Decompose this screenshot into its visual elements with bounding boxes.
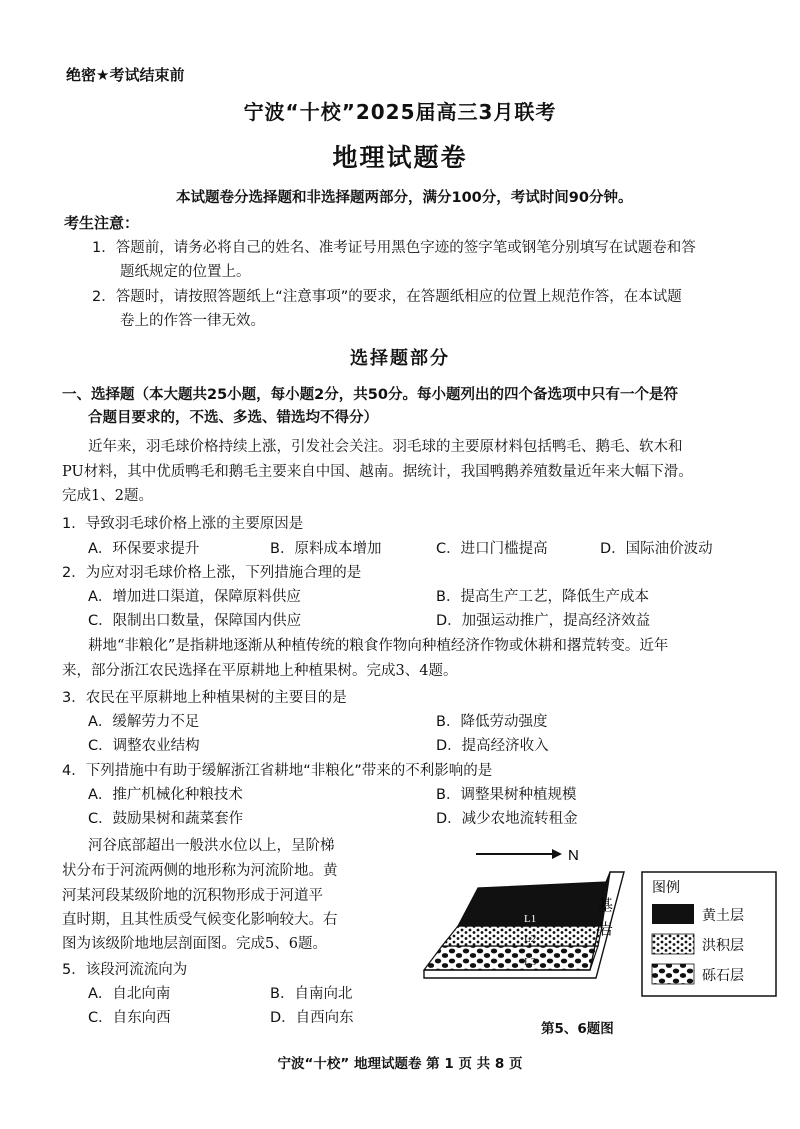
north-label: N xyxy=(568,847,579,864)
q1-stem: 1．导致羽毛球价格上涨的主要原因是 xyxy=(62,516,304,532)
notice-item-1-line1: 1．答题前，请务必将自己的姓名、准考证号用黑色字迹的签字笔或钢笔分别填写在试题卷和答 xyxy=(92,240,696,256)
q1-option-c: C．进口门槛提高 xyxy=(436,541,548,557)
q1-option-b: B．原料成本增加 xyxy=(270,541,382,557)
section-instructions-line1: 一、选择题（本大题共25小题，每小题2分，共50分。每小题列出的四个备选项中只有一个是符 xyxy=(62,387,678,403)
notice-item-2-line1: 2．答题时，请按照答题纸上“注意事项”的要求，在答题纸相应的位置上规范作答，在本试题 xyxy=(92,289,682,305)
q3-option-d: D．提高经济收入 xyxy=(436,738,549,754)
legend-label-loess: 黄土层 xyxy=(702,908,744,924)
legend-label-flood: 洪积层 xyxy=(702,938,744,954)
q4-option-c: C．鼓励果树和蔬菜套作 xyxy=(88,811,244,827)
passage3-line1: 河谷底部超出一般洪水位以上，呈阶梯 xyxy=(88,838,335,854)
passage1-line1: 近年来，羽毛球价格持续上涨，引发社会关注。羽毛球的主要原材料包括鸭毛、鹅毛、软木和 xyxy=(88,439,683,455)
q2-option-b: B．提高生产工艺，降低生产成本 xyxy=(436,589,649,605)
gravel-layer-l3 xyxy=(424,946,598,970)
passage3-line2: 状分布于河流两侧的地形称为河流阶地。黄 xyxy=(62,863,338,879)
q4-option-b: B．调整果树种植规模 xyxy=(436,787,577,803)
q4-option-a: A．推广机械化种粮技术 xyxy=(88,787,243,803)
passage3-line3: 河某河段某级阶地的沉积物形成于河道平 xyxy=(62,888,323,904)
layer-label-l3: L3 xyxy=(524,956,537,968)
q3-option-a: A．缓解劳力不足 xyxy=(88,714,200,730)
q5-option-c: C．自东向西 xyxy=(88,1010,171,1026)
exam-title: 宁波“十校”2025届高三3月联考 xyxy=(243,100,557,124)
notice-heading: 考生注意： xyxy=(64,214,140,232)
q2-option-d: D．加强运动推广，提高经济效益 xyxy=(436,613,651,629)
passage3-line4: 直时期，且其性质受气候变化影响较大。右 xyxy=(62,912,338,928)
q5-option-a: A．自北向南 xyxy=(88,986,171,1002)
q1-option-a: A．环保要求提升 xyxy=(88,541,200,557)
legend-swatch-loess xyxy=(652,904,694,924)
legend xyxy=(642,872,776,996)
q5-stem: 5．该段河流流向为 xyxy=(62,962,188,978)
layer-label-l1: L1 xyxy=(524,913,537,925)
q2-option-a: A．增加进口渠道，保障原料供应 xyxy=(88,589,301,605)
exam-subtitle: 地理试题卷 xyxy=(332,143,468,172)
q3-option-c: C．调整农业结构 xyxy=(88,738,200,754)
terrace-cross-section-figure xyxy=(420,838,780,1014)
passage2-line2: 来，部分浙江农民选择在平原耕地上种植果树。完成3、4题。 xyxy=(62,663,458,679)
figure-caption: 第5、6题图 xyxy=(541,1021,614,1037)
bedrock-label-2: 岩 xyxy=(598,920,614,938)
exam-intro: 本试题卷分选择题和非选择题两部分，满分100分，考试时间90分钟。 xyxy=(176,190,633,206)
notice-item-1-line2: 题纸规定的位置上。 xyxy=(120,264,251,280)
legend-swatch-flood xyxy=(652,934,694,954)
q1-option-d: D．国际油价波动 xyxy=(600,541,713,557)
passage2-line1: 耕地“非粮化”是指耕地逐渐从种植传统的粮食作物向种植经济作物或休耕和撂荒转变。近年 xyxy=(88,638,669,654)
legend-swatch-gravel xyxy=(652,964,694,984)
passage1-line2: PU材料，其中优质鸭毛和鹅毛主要来自中国、越南。据统计，我国鸭鹅养殖数量近年来大幅下滑。 xyxy=(62,464,693,480)
legend-title: 图例 xyxy=(652,880,680,896)
q2-option-c: C．限制出口数量，保障国内供应 xyxy=(88,613,302,629)
q3-stem: 3．农民在平原耕地上种植果树的主要目的是 xyxy=(62,690,347,706)
q4-option-d: D．减少农地流转租金 xyxy=(436,811,578,827)
flood-layer-l2 xyxy=(442,926,602,946)
confidential-mark: 绝密★考试结束前 xyxy=(66,66,185,84)
section-title: 选择题部分 xyxy=(350,348,450,369)
page-footer: 宁波“十校” 地理试题卷 第 1 页 共 8 页 xyxy=(277,1056,523,1072)
q5-option-b: B．自南向北 xyxy=(270,986,353,1002)
layer-label-l2: L2 xyxy=(524,933,537,945)
q3-option-b: B．降低劳动强度 xyxy=(436,714,548,730)
legend-label-gravel: 砾石层 xyxy=(702,968,744,984)
notice-item-2-line2: 卷上的作答一律无效。 xyxy=(120,313,265,329)
q5-option-d: D．自西向东 xyxy=(270,1010,354,1026)
bedrock-label-1: 基 xyxy=(598,896,614,914)
section-instructions-line2: 合题目要求的，不选、多选、错选均不得分） xyxy=(88,410,378,426)
north-arrow xyxy=(476,849,562,859)
q4-stem: 4．下列措施中有助于缓解浙江省耕地“非粮化”带来的不利影响的是 xyxy=(62,763,493,779)
passage3-line5: 图为该级阶地地层剖面图。完成5、6题。 xyxy=(62,936,327,952)
passage1-line3: 完成1、2题。 xyxy=(62,488,153,504)
q2-stem: 2．为应对羽毛球价格上涨，下列措施合理的是 xyxy=(62,565,362,581)
